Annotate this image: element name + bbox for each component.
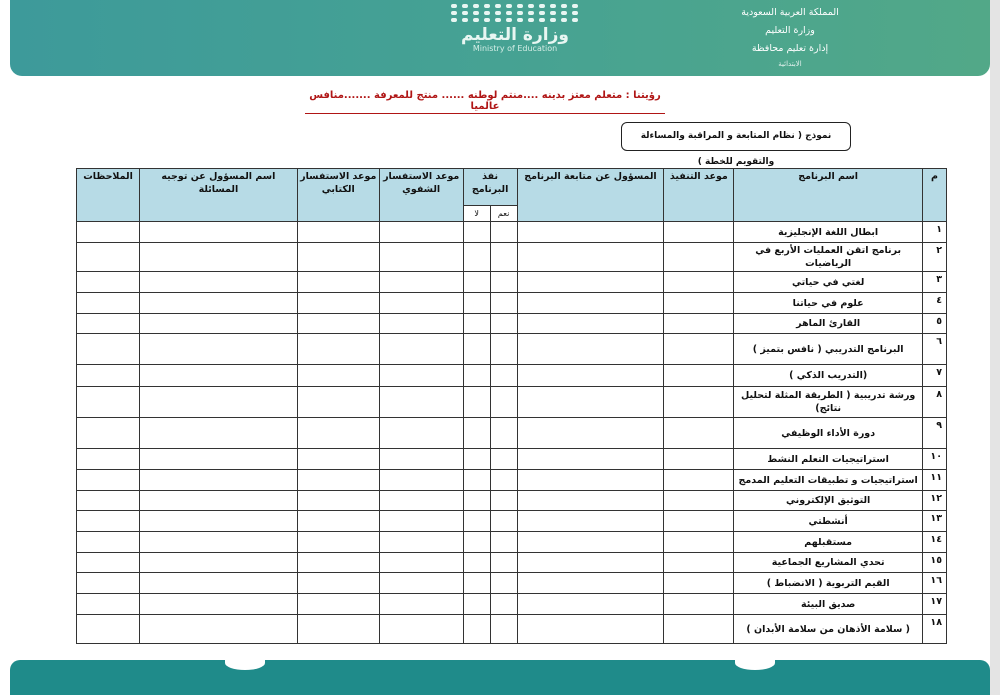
responsible-cell[interactable]: [517, 243, 664, 272]
responsible-cell[interactable]: [517, 470, 664, 491]
executed-no-cell[interactable]: [463, 314, 490, 334]
executed-yes-cell[interactable]: [490, 334, 517, 365]
oral-inquiry-cell[interactable]: [379, 594, 463, 615]
accountable-name-cell[interactable]: [140, 470, 298, 491]
oral-inquiry-cell[interactable]: [379, 553, 463, 573]
written-inquiry-cell[interactable]: [297, 293, 379, 314]
table-row: [77, 222, 947, 243]
table-row: [77, 418, 947, 449]
executed-yes-cell[interactable]: [490, 293, 517, 314]
executed-yes-cell[interactable]: [490, 553, 517, 573]
executed-no-cell[interactable]: [463, 365, 490, 387]
accountable-name-cell[interactable]: [140, 314, 298, 334]
table-row: [77, 449, 947, 470]
responsible-cell[interactable]: [517, 222, 664, 243]
model-title: نموذج ( نظام المتابعة و المراقبة والمساءلة والتقويم للخطة ): [621, 122, 851, 151]
table-row: [77, 365, 947, 387]
execution-date-cell[interactable]: [664, 365, 734, 387]
program-name: القيم التربوية ( الانضباط ): [734, 573, 923, 594]
responsible-cell[interactable]: [517, 511, 664, 532]
notes-cell[interactable]: [77, 365, 140, 387]
responsible-cell[interactable]: [517, 314, 664, 334]
row-number: ٩: [923, 418, 947, 449]
executed-yes-cell[interactable]: [490, 511, 517, 532]
notes-cell[interactable]: [77, 470, 140, 491]
header-yes: نعم: [490, 206, 517, 222]
header-responsible: المسؤول عن متابعة البرنامج: [517, 169, 664, 222]
program-name: ابطال اللغة الإنجليزية: [734, 222, 923, 243]
executed-no-cell[interactable]: [463, 387, 490, 418]
footer-banner: [10, 660, 990, 695]
written-inquiry-cell[interactable]: [297, 222, 379, 243]
notes-cell[interactable]: [77, 293, 140, 314]
accountable-name-cell[interactable]: [140, 594, 298, 615]
footer-notch: [735, 656, 775, 670]
oral-inquiry-cell[interactable]: [379, 449, 463, 470]
execution-date-cell[interactable]: [664, 449, 734, 470]
header-banner: [10, 0, 990, 76]
execution-date-cell[interactable]: [664, 532, 734, 553]
table-row: [77, 511, 947, 532]
accountable-name-cell[interactable]: [140, 222, 298, 243]
execution-date-cell[interactable]: [664, 272, 734, 293]
notes-cell[interactable]: [77, 334, 140, 365]
row-number: ٨: [923, 387, 947, 418]
execution-date-cell[interactable]: [664, 243, 734, 272]
responsible-cell[interactable]: [517, 573, 664, 594]
oral-inquiry-cell[interactable]: [379, 293, 463, 314]
table-row: [77, 293, 947, 314]
notes-cell[interactable]: [77, 553, 140, 573]
executed-yes-cell[interactable]: [490, 573, 517, 594]
oral-inquiry-cell[interactable]: [379, 222, 463, 243]
program-name: تحدي المشاريع الجماعية: [734, 553, 923, 573]
program-name: ( سلامة الأذهان من سلامة الأبدان ): [734, 615, 923, 644]
execution-date-cell[interactable]: [664, 387, 734, 418]
executed-no-cell[interactable]: [463, 272, 490, 293]
executed-yes-cell[interactable]: [490, 491, 517, 511]
notes-cell[interactable]: [77, 511, 140, 532]
written-inquiry-cell[interactable]: [297, 272, 379, 293]
accountable-name-cell[interactable]: [140, 553, 298, 573]
responsible-cell[interactable]: [517, 532, 664, 553]
header-date: موعد التنفيذ: [664, 169, 734, 222]
accountable-name-cell[interactable]: [140, 573, 298, 594]
execution-date-cell[interactable]: [664, 470, 734, 491]
row-number: ١٣: [923, 511, 947, 532]
header-num: م: [923, 169, 947, 222]
table-row: [77, 387, 947, 418]
accountable-name-cell[interactable]: [140, 334, 298, 365]
executed-no-cell[interactable]: [463, 491, 490, 511]
program-name: لغتي في حياتي: [734, 272, 923, 293]
oral-inquiry-cell[interactable]: [379, 573, 463, 594]
table-row: [77, 615, 947, 644]
program-name: التوثيق الإلكتروني: [734, 491, 923, 511]
table-row: [77, 243, 947, 272]
row-number: ٤: [923, 293, 947, 314]
notes-cell[interactable]: [77, 491, 140, 511]
executed-yes-cell[interactable]: [490, 594, 517, 615]
program-name: البرنامج التدريبي ( نافس بتميز ): [734, 334, 923, 365]
responsible-cell[interactable]: [517, 365, 664, 387]
written-inquiry-cell[interactable]: [297, 573, 379, 594]
accountable-name-cell[interactable]: [140, 615, 298, 644]
program-name: استراتيجيات و تطبيقات التعليم المدمج: [734, 470, 923, 491]
written-inquiry-cell[interactable]: [297, 532, 379, 553]
notes-cell[interactable]: [77, 314, 140, 334]
executed-yes-cell[interactable]: [490, 449, 517, 470]
oral-inquiry-cell[interactable]: [379, 272, 463, 293]
oral-inquiry-cell[interactable]: [379, 243, 463, 272]
written-inquiry-cell[interactable]: [297, 491, 379, 511]
oral-inquiry-cell[interactable]: [379, 615, 463, 644]
executed-no-cell[interactable]: [463, 615, 490, 644]
notes-cell[interactable]: [77, 615, 140, 644]
oral-inquiry-cell[interactable]: [379, 387, 463, 418]
written-inquiry-cell[interactable]: [297, 615, 379, 644]
row-number: ٦: [923, 334, 947, 365]
executed-no-cell[interactable]: [463, 532, 490, 553]
responsible-cell[interactable]: [517, 449, 664, 470]
header-written: موعد الاستفسار الكتابي: [297, 169, 379, 222]
responsible-cell[interactable]: [517, 615, 664, 644]
table-row: [77, 470, 947, 491]
executed-yes-cell[interactable]: [490, 532, 517, 553]
program-name: علوم في حياتنا: [734, 293, 923, 314]
table-row: [77, 491, 947, 511]
executed-yes-cell[interactable]: [490, 243, 517, 272]
header-notes: الملاحظات: [77, 169, 140, 222]
row-number: ١٢: [923, 491, 947, 511]
notes-cell[interactable]: [77, 272, 140, 293]
written-inquiry-cell[interactable]: [297, 594, 379, 615]
logo-english: Ministry of Education: [472, 44, 558, 53]
execution-date-cell[interactable]: [664, 511, 734, 532]
executed-no-cell[interactable]: [463, 243, 490, 272]
row-number: ١: [923, 222, 947, 243]
executed-no-cell[interactable]: [463, 470, 490, 491]
row-number: ١٤: [923, 532, 947, 553]
row-number: ١٠: [923, 449, 947, 470]
program-name: برنامج اتقن العمليات الأربع في الرياضيات: [734, 243, 923, 272]
program-name: (التدريب الذكي ): [734, 365, 923, 387]
program-name: القارئ الماهر: [734, 314, 923, 334]
accountable-name-cell[interactable]: [140, 491, 298, 511]
executed-no-cell[interactable]: [463, 573, 490, 594]
notes-cell[interactable]: [77, 594, 140, 615]
notes-cell[interactable]: [77, 573, 140, 594]
responsible-cell[interactable]: [517, 594, 664, 615]
execution-date-cell[interactable]: [664, 222, 734, 243]
execution-date-cell[interactable]: [664, 334, 734, 365]
responsible-cell[interactable]: [517, 293, 664, 314]
responsible-cell[interactable]: [517, 553, 664, 573]
notes-cell[interactable]: [77, 387, 140, 418]
program-name: دورة الأداء الوظيفي: [734, 418, 923, 449]
notes-cell[interactable]: [77, 243, 140, 272]
execution-date-cell[interactable]: [664, 293, 734, 314]
row-number: ٧: [923, 365, 947, 387]
execution-date-cell[interactable]: [664, 314, 734, 334]
row-number: ١٧: [923, 594, 947, 615]
written-inquiry-cell[interactable]: [297, 511, 379, 532]
school-label: الابتدائية: [778, 60, 802, 68]
table-row: [77, 573, 947, 594]
execution-date-cell[interactable]: [664, 615, 734, 644]
execution-date-cell[interactable]: [664, 553, 734, 573]
executed-yes-cell[interactable]: [490, 615, 517, 644]
header-program: اسم البرنامج: [734, 169, 923, 222]
executed-no-cell[interactable]: [463, 553, 490, 573]
header-executed: نفذ البرنامج: [463, 169, 517, 206]
responsible-cell[interactable]: [517, 334, 664, 365]
accountable-name-cell[interactable]: [140, 243, 298, 272]
row-number: ١٦: [923, 573, 947, 594]
logo-dots-icon: [435, 4, 595, 22]
row-number: ٥: [923, 314, 947, 334]
written-inquiry-cell[interactable]: [297, 387, 379, 418]
row-number: ١٨: [923, 615, 947, 644]
written-inquiry-cell[interactable]: [297, 418, 379, 449]
program-name: مستقبلهم: [734, 532, 923, 553]
written-inquiry-cell[interactable]: [297, 243, 379, 272]
written-inquiry-cell[interactable]: [297, 314, 379, 334]
accountable-name-cell[interactable]: [140, 387, 298, 418]
oral-inquiry-cell[interactable]: [379, 491, 463, 511]
executed-yes-cell[interactable]: [490, 272, 517, 293]
vision-statement: رؤيتنا : متعلم معتز بدينه ....منتم لوطنه ...... منتج للمعرفة .......منافس عالميا: [305, 90, 665, 114]
executed-no-cell[interactable]: [463, 449, 490, 470]
program-name: أنشطتي: [734, 511, 923, 532]
execution-date-cell[interactable]: [664, 594, 734, 615]
ministry-label: وزارة التعليم: [765, 25, 815, 36]
oral-inquiry-cell[interactable]: [379, 511, 463, 532]
written-inquiry-cell[interactable]: [297, 449, 379, 470]
table-row: [77, 553, 947, 573]
header-oral: موعد الاستفسار الشفوي: [379, 169, 463, 222]
program-name: صديق البيئة: [734, 594, 923, 615]
executed-yes-cell[interactable]: [490, 314, 517, 334]
execution-date-cell[interactable]: [664, 491, 734, 511]
notes-cell[interactable]: [77, 532, 140, 553]
responsible-cell[interactable]: [517, 418, 664, 449]
written-inquiry-cell[interactable]: [297, 470, 379, 491]
page-edge: [990, 0, 1000, 695]
oral-inquiry-cell[interactable]: [379, 365, 463, 387]
header-no: لا: [463, 206, 490, 222]
written-inquiry-cell[interactable]: [297, 365, 379, 387]
oral-inquiry-cell[interactable]: [379, 532, 463, 553]
executed-no-cell[interactable]: [463, 594, 490, 615]
executed-yes-cell[interactable]: [490, 418, 517, 449]
table-row: [77, 314, 947, 334]
responsible-cell[interactable]: [517, 491, 664, 511]
accountable-name-cell[interactable]: [140, 365, 298, 387]
accountable-name-cell[interactable]: [140, 449, 298, 470]
accountable-name-cell[interactable]: [140, 272, 298, 293]
followup-table: [76, 168, 947, 644]
notes-cell[interactable]: [77, 449, 140, 470]
execution-date-cell[interactable]: [664, 418, 734, 449]
table-row: [77, 272, 947, 293]
header-org-info: [715, 4, 865, 70]
written-inquiry-cell[interactable]: [297, 334, 379, 365]
row-number: ٣: [923, 272, 947, 293]
executed-no-cell[interactable]: [463, 418, 490, 449]
executed-yes-cell[interactable]: [490, 222, 517, 243]
table-row: [77, 594, 947, 615]
executed-no-cell[interactable]: [463, 334, 490, 365]
accountable-name-cell[interactable]: [140, 511, 298, 532]
table-row: [77, 532, 947, 553]
executed-no-cell[interactable]: [463, 222, 490, 243]
responsible-cell[interactable]: [517, 272, 664, 293]
executed-no-cell[interactable]: [463, 511, 490, 532]
executed-yes-cell[interactable]: [490, 387, 517, 418]
accountable-name-cell[interactable]: [140, 293, 298, 314]
table-row: [77, 334, 947, 365]
kingdom-label: المملكة العربية السعودية: [741, 7, 839, 18]
ministry-logo: [435, 4, 595, 53]
department-label: إدارة تعليم محافظة: [751, 43, 829, 54]
logo-arabic: وزارة التعليم: [461, 25, 569, 45]
executed-yes-cell[interactable]: [490, 365, 517, 387]
oral-inquiry-cell[interactable]: [379, 314, 463, 334]
row-number: ١٥: [923, 553, 947, 573]
oral-inquiry-cell[interactable]: [379, 334, 463, 365]
row-number: ٢: [923, 243, 947, 272]
responsible-cell[interactable]: [517, 387, 664, 418]
execution-date-cell[interactable]: [664, 573, 734, 594]
footer-notch: [225, 656, 265, 670]
program-name: ورشة تدريبية ( الطريقة المثلة لتحليل نتائج): [734, 387, 923, 418]
executed-no-cell[interactable]: [463, 293, 490, 314]
oral-inquiry-cell[interactable]: [379, 470, 463, 491]
accountable-name-cell[interactable]: [140, 532, 298, 553]
notes-cell[interactable]: [77, 418, 140, 449]
row-number: ١١: [923, 470, 947, 491]
written-inquiry-cell[interactable]: [297, 553, 379, 573]
notes-cell[interactable]: [77, 222, 140, 243]
executed-yes-cell[interactable]: [490, 470, 517, 491]
program-name: استراتيجيات التعلم النشط: [734, 449, 923, 470]
header-accountable: اسم المسؤول عن توجيه المسائلة: [140, 169, 298, 222]
accountable-name-cell[interactable]: [140, 418, 298, 449]
oral-inquiry-cell[interactable]: [379, 418, 463, 449]
